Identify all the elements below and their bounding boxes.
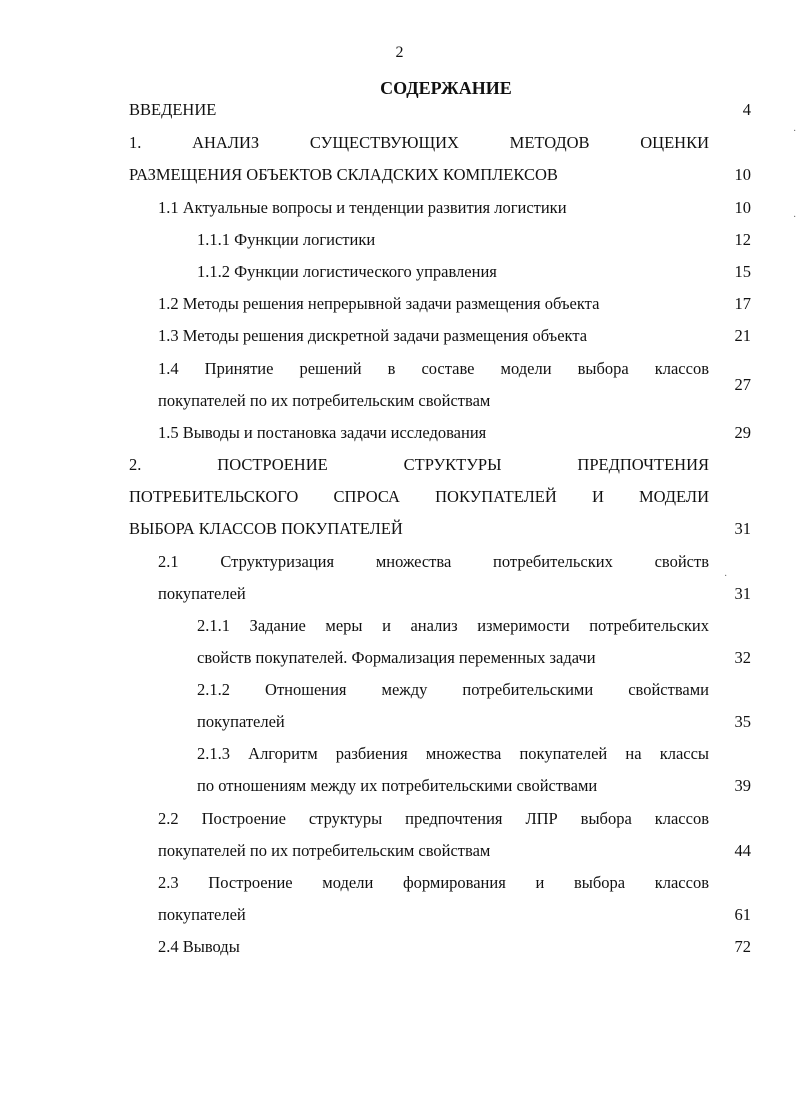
- toc-entry-text: 1.1.1 Функции логистики: [197, 230, 376, 249]
- toc-page-number: 72: [734, 937, 751, 956]
- scan-artifact: ·: [724, 571, 728, 582]
- toc-page-number: 44: [734, 841, 751, 860]
- toc-page-number: 35: [734, 712, 751, 731]
- toc-entry-text: 1.1 Актуальные вопросы и тенденции развития логистики: [158, 198, 567, 217]
- toc-page-number: 4: [742, 100, 751, 119]
- toc-page-number: 31: [734, 519, 751, 538]
- toc-entry-text: ПОТРЕБИТЕЛЬСКОГО СПРОСА ПОКУПАТЕЛЕЙ И МОДЕЛИ: [129, 487, 709, 506]
- toc-entry-text: 2.4 Выводы: [158, 937, 240, 956]
- toc-entry-text: РАЗМЕЩЕНИЯ ОБЪЕКТОВ СКЛАДСКИХ КОМПЛЕКСОВ: [129, 165, 558, 184]
- toc-entry-text: покупателей: [197, 712, 285, 731]
- toc-entry-text: по отношениям между их потребительскими свойствами: [197, 776, 598, 795]
- toc-entry-text: 1.5 Выводы и постановка задачи исследования: [158, 423, 487, 442]
- toc-page-number: 12: [734, 230, 751, 249]
- toc-entry-text: ВЫБОРА КЛАССОВ ПОКУПАТЕЛЕЙ: [129, 519, 403, 538]
- toc-entry-text: 1.1.2 Функции логистического управления: [197, 262, 497, 281]
- toc-page-number: 21: [734, 326, 751, 345]
- toc-page-number: 10: [734, 165, 751, 184]
- toc-title: СОДЕРЖАНИЕ: [380, 78, 512, 98]
- toc-entry-text: покупателей по их потребительским свойствам: [158, 391, 491, 410]
- toc-entry-text: свойств покупателей. Формализация переменных задачи: [197, 648, 596, 667]
- toc-page-number: 32: [734, 648, 751, 667]
- toc-page-number: 17: [734, 294, 751, 313]
- toc-entry-text: 2.2 Построение структуры предпочтения ЛПР выбора классов: [158, 809, 709, 828]
- toc-page-number: 29: [734, 423, 751, 442]
- toc-entry-text: 1.3 Методы решения дискретной задачи размещения объекта: [158, 326, 588, 345]
- toc-entry-text: 1.4 Принятие решений в составе модели выбора классов: [158, 359, 709, 378]
- toc-entry-text: 1. АНАЛИЗ СУЩЕСТВУЮЩИХ МЕТОДОВ ОЦЕНКИ: [129, 133, 709, 152]
- toc-entry-text: покупателей: [158, 584, 246, 603]
- scan-artifact: ·: [793, 212, 797, 223]
- toc-entry-text: покупателей: [158, 905, 246, 924]
- toc-page-number: 61: [734, 905, 751, 924]
- toc-entry-text: 2. ПОСТРОЕНИЕ СТРУКТУРЫ ПРЕДПОЧТЕНИЯ: [129, 455, 709, 474]
- toc-entry-text: 1.2 Методы решения непрерывной задачи размещения объекта: [158, 294, 600, 313]
- toc-entry-text: 2.1 Структуризация множества потребительских свойств: [158, 552, 709, 571]
- toc-page-number: 27: [734, 375, 751, 394]
- toc-entry-text: 2.1.3 Алгоритм разбиения множества покупателей на классы: [197, 744, 709, 763]
- scan-artifact: ·: [793, 126, 797, 137]
- toc-entry-text: 2.1.2 Отношения между потребительскими свойствами: [197, 680, 709, 699]
- page-number: 2: [395, 44, 404, 61]
- toc-entry-text: 2.3 Построение модели формирования и выбора классов: [158, 873, 709, 892]
- toc-page-number: 10: [734, 198, 751, 217]
- toc-entry-text: ВВЕДЕНИЕ: [129, 100, 217, 119]
- toc-entry-text: покупателей по их потребительским свойствам: [158, 841, 491, 860]
- toc-page-number: 31: [734, 584, 751, 603]
- toc-page-number: 39: [734, 776, 751, 795]
- toc-page-number: 15: [734, 262, 751, 281]
- toc-entry-text: 2.1.1 Задание меры и анализ измеримости потребительских: [197, 616, 709, 635]
